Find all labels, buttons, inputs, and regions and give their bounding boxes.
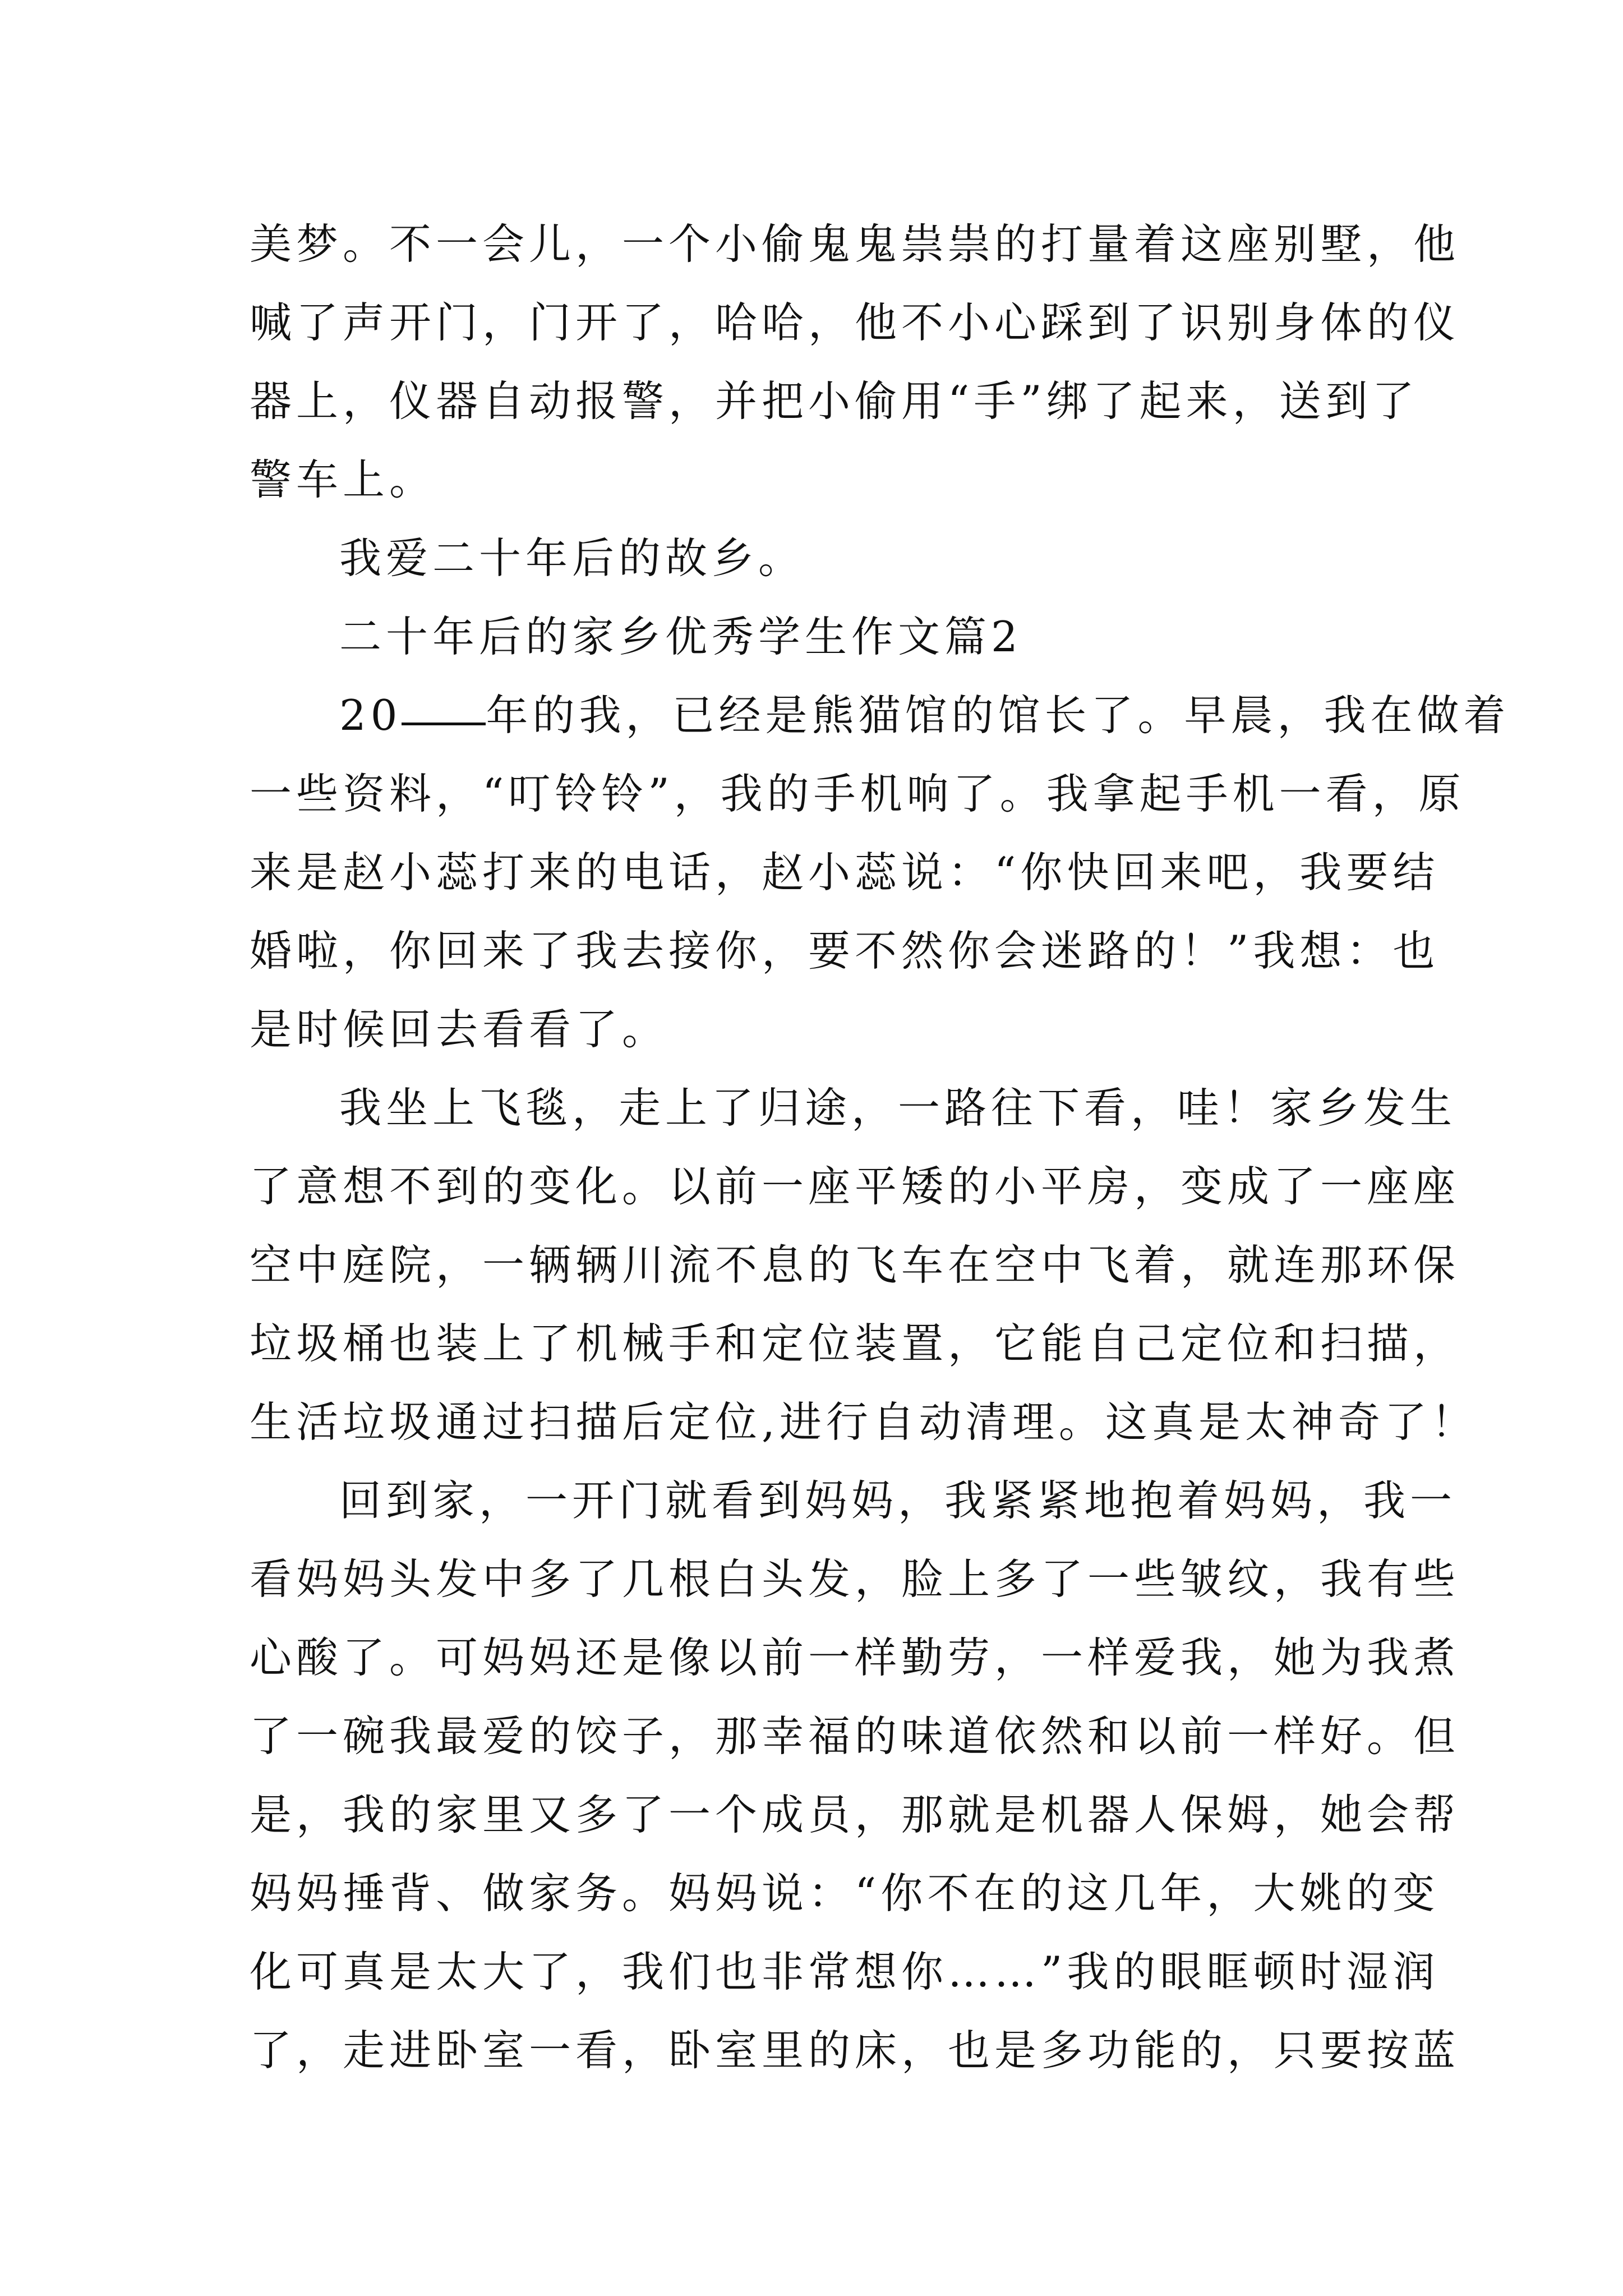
text-line: 了，走进卧室一看，卧室里的床，也是多功能的，只要按蓝 (250, 2026, 1460, 2075)
section-heading: 二十年后的家乡优秀学生作文篇2 (339, 612, 1022, 661)
text-line: 了一碗我最爱的饺子，那幸福的味道依然和以前一样好。但 (250, 1711, 1460, 1761)
year-prefix: 20 (339, 691, 402, 740)
text-line: 空中庭院，一辆辆川流不息的飞车在空中飞着，就连那环保 (250, 1240, 1460, 1290)
text-line: 了意想不到的变化。以前一座平矮的小平房，变成了一座座 (250, 1162, 1460, 1211)
text-line: 垃圾桶也装上了机械手和定位装置，它能自己定位和扫描， (250, 1319, 1460, 1368)
text-line: 是，我的家里又多了一个成员，那就是机器人保姆，她会帮 (250, 1790, 1460, 1839)
text-line: 美梦。不一会儿，一个小偷鬼鬼祟祟的打量着这座别墅，他 (250, 219, 1460, 269)
text-line: 来是赵小蕊打来的电话，赵小蕊说：“你快回来吧，我要结 (250, 848, 1440, 897)
text-line-with-blank (0, 687, 1623, 743)
text-line: 喊了声开门，门开了，哈哈，他不小心踩到了识别身体的仪 (250, 298, 1460, 347)
text-line: 生活垃圾通过扫描后定位,进行自动清理。这真是太神奇了！ (250, 1397, 1478, 1447)
text-line: 妈妈捶背、做家务。妈妈说：“你不在的这几年，大姚的变 (250, 1869, 1440, 1918)
closing-sentence: 我爱二十年后的故乡。 (339, 533, 805, 583)
text-line: 回到家，一开门就看到妈妈，我紧紧地抱着妈妈，我一 (339, 1476, 1457, 1525)
text-line: 一些资料，“叮铃铃”，我的手机响了。我拿起手机一看，原 (250, 769, 1465, 818)
text-line: 我坐上飞毯，走上了归途，一路往下看，哇！家乡发生 (339, 1083, 1457, 1133)
text-line: 看妈妈头发中多了几根白头发，脸上多了一些皱纹，我有些 (250, 1554, 1460, 1604)
fill-in-blank (402, 720, 486, 725)
text-line: 是时候回去看看了。 (250, 1005, 669, 1054)
text-line: 化可真是太大了，我们也非常想你……”我的眼眶顿时湿润 (250, 1947, 1440, 1996)
text-line: 警车上。 (250, 455, 436, 504)
text-line: 婚啦，你回来了我去接你，要不然你会迷路的！”我想：也 (250, 926, 1440, 976)
text-line: 器上，仪器自动报警，并把小偷用“手”绑了起来，送到了 (250, 376, 1419, 426)
line-remainder: 年的我，已经是熊猫馆的馆长了。早晨，我在做着 (486, 691, 1510, 740)
text-line: 心酸了。可妈妈还是像以前一样勤劳，一样爱我，她为我煮 (250, 1633, 1460, 1682)
